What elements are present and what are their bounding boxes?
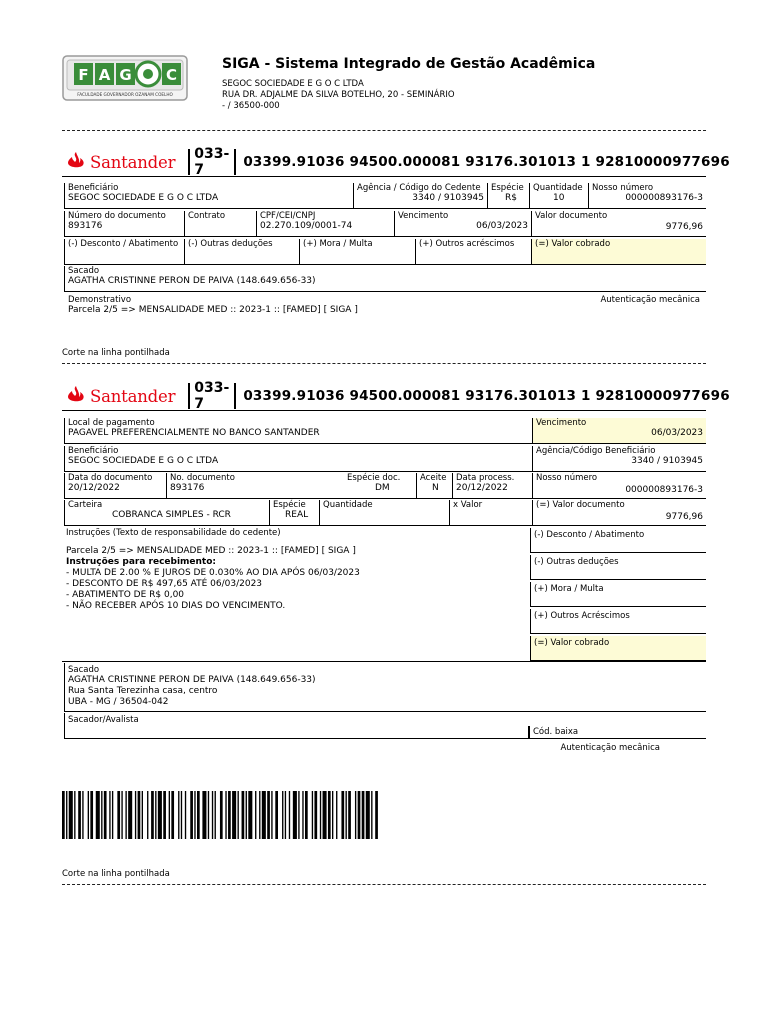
barcode-bar (112, 791, 113, 839)
receipt-nosso-numero-cell (588, 183, 706, 209)
slip-valor-doc-cell (532, 500, 706, 526)
barcode-bar (185, 791, 186, 839)
barcode-bar (293, 791, 297, 839)
slip-aceite-value: N (432, 483, 439, 493)
barcode-bar (255, 791, 256, 839)
barcode-bar (312, 791, 313, 839)
barcode-bar (375, 791, 378, 839)
slip-desconto-cell (530, 528, 706, 553)
receipt-cpf-label: CPF/CEI/CNPJ (260, 211, 316, 221)
receipt-agencia-cell (353, 183, 487, 209)
barcode-bar (181, 791, 182, 839)
barcode-bar (178, 791, 179, 839)
barcode-bar (212, 791, 213, 839)
barcode-bar (246, 791, 247, 839)
slip-data-doc-value: 20/12/2022 (68, 483, 120, 493)
receipt-mora-cell (299, 239, 415, 265)
barcode-bar (285, 791, 286, 839)
barcode-bar (138, 791, 141, 839)
barcode-bar (158, 791, 162, 839)
santander-flame-icon (66, 385, 86, 407)
cut-line-middle (62, 363, 706, 364)
slip-vencimento-cell (532, 418, 706, 444)
barcode-bar (147, 791, 148, 839)
receipt-contrato-label: Contrato (188, 211, 226, 221)
receipt-beneficiario-cell (64, 183, 353, 209)
receipt-especie-label: Espécie (491, 183, 524, 193)
barcode-bar (341, 791, 344, 839)
slip-cod-baixa-cell (530, 713, 706, 739)
slip-data-process-value: 20/12/2022 (456, 483, 508, 493)
slip-sacado-addr2: UBA - MG / 36504-042 (68, 697, 169, 707)
logo-letter-a: A (98, 66, 111, 84)
slip-data-doc-label: Data do documento (68, 473, 153, 483)
bank-code: 033-7 (194, 380, 230, 412)
slip-mora-cell (530, 582, 706, 607)
slip-valor-cobrado-label: (=) Valor cobrado (534, 638, 610, 648)
receipt-vencimento-value: 06/03/2023 (476, 221, 528, 231)
barcode-bar (346, 791, 347, 839)
receipt-quantidade-value: 10 (553, 193, 565, 203)
slip-especie-label: Espécie (273, 500, 306, 510)
slip-outros-acrescimos-label: (+) Outros Acréscimos (534, 611, 630, 621)
digitable-line: 03399.91036 94500.000081 93176.301013 1 92810000977696 (243, 388, 730, 404)
barcode-bar (302, 791, 303, 839)
cut-line-top (62, 130, 706, 131)
barcode-bar (74, 791, 75, 839)
barcode-bar (69, 791, 73, 839)
bank-header-slip (66, 380, 730, 412)
barcode-bar (215, 791, 216, 839)
slip-nosso-numero-label: Nosso número (536, 473, 598, 483)
slip-valor-doc-value: 9776,96 (665, 512, 703, 522)
barcode-bar (90, 791, 93, 839)
slip-especie-doc-value: DM (375, 483, 390, 493)
receipt-outras-deducoes-label: (-) Outras deduções (188, 239, 273, 249)
receipt-demonstrativo-value: Parcela 2/5 => MENSALIDADE MED :: 2023-1 :: [FAMED] [ SIGA ] (68, 305, 358, 315)
barcode-bar (101, 791, 102, 839)
slip-agencia-label: Agência/Código Beneficiário (536, 446, 656, 456)
slip-outras-deducoes-label: (-) Outras deduções (534, 557, 619, 567)
cut-line-bottom (62, 884, 706, 885)
bank-name: Santander (90, 386, 176, 406)
receipt-outras-deducoes-cell (184, 239, 299, 265)
barcode-bar (238, 791, 239, 839)
receipt-beneficiario-value: SEGOC SOCIEDADE E G O C LTDA (68, 193, 219, 203)
slip-especie-value: REAL (285, 510, 309, 520)
barcode-bar (336, 791, 337, 839)
receipt-valor-doc-value: 9776,96 (665, 222, 703, 232)
slip-data-process-cell (452, 473, 532, 499)
receipt-desconto-cell (64, 239, 184, 265)
slip-data-process-label: Data process. (456, 473, 515, 483)
barcode-bar (259, 791, 260, 839)
slip-carteira-label: Carteira (68, 500, 103, 510)
barcode-bar (314, 791, 317, 839)
receipt-valor-cobrado-label: (=) Valor cobrado (535, 239, 611, 249)
receipt-quantidade-cell (529, 183, 588, 209)
receipt-valor-doc-label: Valor documento (535, 211, 608, 221)
barcode-bar (190, 791, 193, 839)
barcode-bar (96, 791, 100, 839)
slip-sacado-addr1: Rua Santa Terezinha casa, centro (68, 686, 218, 696)
receipt-outros-acrescimos-label: (+) Outros acréscimos (419, 239, 515, 249)
barcode-bar (348, 791, 351, 839)
barcode-bar (117, 791, 120, 839)
barcode-bar (82, 791, 83, 839)
slip-vencimento-value: 06/03/2023 (651, 428, 703, 438)
barcode-bar (323, 791, 327, 839)
receipt-valor-cobrado-cell (531, 239, 706, 265)
barcode-bar (169, 791, 170, 839)
barcode-bar (151, 791, 154, 839)
barcode-bar (104, 791, 107, 839)
receipt-num-doc-label: Número do documento (68, 211, 166, 221)
slip-agencia-cell (532, 446, 706, 472)
barcode-bar (208, 791, 209, 839)
barcode-bar (155, 791, 156, 839)
barcode-bar (171, 791, 174, 839)
logo-caption: FACULDADE GOVERNADOR OZANAM COELHO (77, 92, 173, 97)
faculty-logo (62, 55, 188, 101)
barcode-bar (282, 791, 283, 839)
slip-aceite-label: Aceite (420, 473, 447, 483)
receipt-nosso-numero-label: Nosso número (592, 183, 654, 193)
receipt-num-doc-cell (64, 211, 184, 237)
slip-autenticacao: Autenticação mecânica (560, 743, 660, 753)
receipt-autenticacao: Autenticação mecânica (600, 295, 700, 305)
receipt-vencimento-label: Vencimento (398, 211, 449, 221)
barcode-bar (320, 791, 321, 839)
receipt-cpf-cell (256, 211, 394, 237)
receipt-vencimento-cell (394, 211, 531, 237)
slip-especie-doc-label: Espécie doc. (347, 473, 401, 483)
slip-valor-cobrado-cell (530, 636, 706, 661)
slip-instr-line5: - NÃO RECEBER APÓS 10 DIAS DO VENCIMENTO. (66, 601, 286, 611)
bank-header-receipt (66, 146, 730, 178)
slip-avalista-cell (64, 713, 530, 739)
receipt-num-doc-value: 893176 (68, 221, 103, 231)
slip-instr-line3: - DESCONTO DE R$ 497,65 ATÉ 06/03/2023 (66, 579, 263, 589)
company-cep: - / 36500-000 (222, 101, 280, 111)
barcode-bar (248, 791, 252, 839)
slip-beneficiario-label: Beneficiário (68, 446, 119, 456)
receipt-mora-label: (+) Mora / Multa (303, 239, 373, 249)
barcode-bar (202, 791, 206, 839)
barcode-bar (362, 791, 365, 839)
barcode-bar (220, 791, 223, 839)
santander-flame-icon (66, 151, 86, 173)
receipt-agencia-label: Agência / Código do Cedente (357, 183, 481, 193)
company-address: RUA DR. ADJALME DA SILVA BOTELHO, 20 - SEMINÁRIO (222, 90, 455, 100)
barcode-bar (328, 791, 331, 839)
barcode-bar (371, 791, 372, 839)
barcode-bar (366, 791, 370, 839)
barcode-bar (135, 791, 136, 839)
slip-valor-doc-label: (=) Valor documento (536, 500, 625, 510)
barcode-bar (242, 791, 245, 839)
slip-instr-line1: Parcela 2/5 => MENSALIDADE MED :: 2023-1 :: [FAMED] [ SIGA ] (66, 546, 356, 556)
barcode-bar (88, 791, 89, 839)
slip-instrucoes-label: Instruções (Texto de responsabilidade do cedente) (66, 528, 281, 538)
slip-beneficiario-value: SEGOC SOCIEDADE E G O C LTDA (68, 456, 219, 466)
barcode-bar (125, 791, 126, 839)
receipt-especie-cell (487, 183, 529, 209)
receipt-beneficiario-label: Beneficiário (68, 183, 119, 193)
slip-local-cell (64, 418, 532, 444)
barcode-bar (121, 791, 122, 839)
barcode-bar (228, 791, 231, 839)
barcode-bar (128, 791, 132, 839)
slip-local-label: Local de pagamento (68, 418, 155, 428)
slip-quantidade-label: Quantidade (323, 500, 373, 510)
barcode-bar (142, 791, 143, 839)
receipt-sacado-label: Sacado (68, 266, 100, 276)
receipt-agencia-value: 3340 / 9103945 (412, 193, 484, 203)
slip-sacado-cell (64, 663, 706, 712)
slip-cod-baixa-label: Cód. baixa (533, 727, 579, 737)
barcode-bar (163, 791, 166, 839)
barcode-bar (109, 791, 110, 839)
slip-outros-acrescimos-cell (530, 609, 706, 634)
receipt-desconto-label: (-) Desconto / Abatimento (68, 239, 179, 249)
logo-letter-f: F (78, 66, 89, 84)
barcode-bar (298, 791, 299, 839)
receipt-sacado-cell (64, 266, 706, 292)
receipt-especie-value: R$ (505, 193, 517, 203)
barcode-bar (232, 791, 236, 839)
slip-desconto-label: (-) Desconto / Abatimento (534, 530, 645, 540)
barcode-bar (358, 791, 361, 839)
receipt-demonstrativo-label: Demonstrativo (68, 295, 132, 305)
slip-aceite-cell (416, 473, 452, 499)
slip-num-doc-value: 893176 (170, 483, 205, 493)
page-title: SIGA - Sistema Integrado de Gestão Acadêmica (222, 56, 596, 72)
barcode-bar (267, 791, 270, 839)
digitable-line: 03399.91036 94500.000081 93176.301013 1 92810000977696 (243, 154, 730, 170)
slip-corte-label: Corte na linha pontilhada (62, 869, 170, 879)
slip-sacado-label: Sacado (68, 665, 100, 675)
receipt-nosso-numero-value: 000000893176-3 (625, 193, 703, 203)
slip-instr-heading: Instruções para recebimento: (66, 557, 217, 567)
barcode-bar (332, 791, 333, 839)
slip-mora-label: (+) Mora / Multa (534, 584, 604, 594)
slip-x-valor-cell (449, 500, 532, 526)
barcode-bar (66, 791, 67, 839)
slip-vencimento-label: Vencimento (536, 418, 587, 428)
slip-instr-line2: - MULTA DE 2.00 % E JUROS DE 0.030% AO DIA APÓS 06/03/2023 (66, 568, 360, 578)
slip-agencia-value: 3340 / 9103945 (631, 456, 703, 466)
slip-quantidade-cell (319, 500, 449, 526)
barcode-bar (305, 791, 308, 839)
slip-nosso-numero-cell (532, 473, 706, 499)
barcode-bar (275, 791, 278, 839)
receipt-corte-label: Corte na linha pontilhada (62, 348, 170, 358)
slip-especie-doc-cell (340, 473, 416, 499)
barcode-bar (62, 791, 65, 839)
slip-carteira-value: COBRANCA SIMPLES - RCR (112, 510, 231, 520)
logo-letter-g: G (119, 66, 132, 84)
slip-nosso-numero-value: 000000893176-3 (625, 485, 703, 495)
barcode-bar (289, 791, 290, 839)
slip-especie-cell (269, 500, 319, 526)
slip-avalista-label: Sacador/Avalista (68, 715, 139, 725)
slip-num-doc-label: No. documento (170, 473, 235, 483)
receipt-valor-doc-cell (531, 211, 706, 237)
receipt-outros-acrescimos-cell (415, 239, 531, 265)
bank-name: Santander (90, 152, 176, 172)
slip-outras-deducoes-cell (530, 555, 706, 580)
slip-sacado-value: AGATHA CRISTINNE PERON DE PAIVA (148.649.656-33) (68, 675, 316, 685)
barcode-bar (225, 791, 226, 839)
slip-carteira-cell (64, 500, 269, 526)
barcode-bar (355, 791, 356, 839)
barcode-bar (197, 791, 200, 839)
logo-letter-c: C (165, 66, 178, 84)
slip-beneficiario-cell (64, 446, 532, 472)
receipt-cpf-value: 02.270.109/0001-74 (260, 221, 353, 231)
slip-instrucoes-block (64, 528, 532, 661)
barcode-bar (271, 791, 272, 839)
slip-data-doc-cell (64, 473, 166, 499)
slip-instr-line4: - ABATIMENTO DE R$ 0,00 (66, 590, 185, 600)
bank-code: 033-7 (194, 146, 230, 178)
barcode (62, 791, 462, 839)
slip-num-doc-cell (166, 473, 340, 499)
receipt-sacado-value: AGATHA CRISTINNE PERON DE PAIVA (148.649.656-33) (68, 276, 316, 286)
barcode-bar (194, 791, 195, 839)
slip-x-valor-label: x Valor (453, 500, 483, 510)
receipt-contrato-cell (184, 211, 256, 237)
company-name: SEGOC SOCIEDADE E G O C LTDA (222, 79, 364, 89)
receipt-quantidade-label: Quantidade (533, 183, 583, 193)
barcode-bar (78, 791, 81, 839)
barcode-bar (262, 791, 266, 839)
slip-local-value: PAGAVEL PREFERENCIALMENTE NO BANCO SANTANDER (68, 428, 320, 438)
